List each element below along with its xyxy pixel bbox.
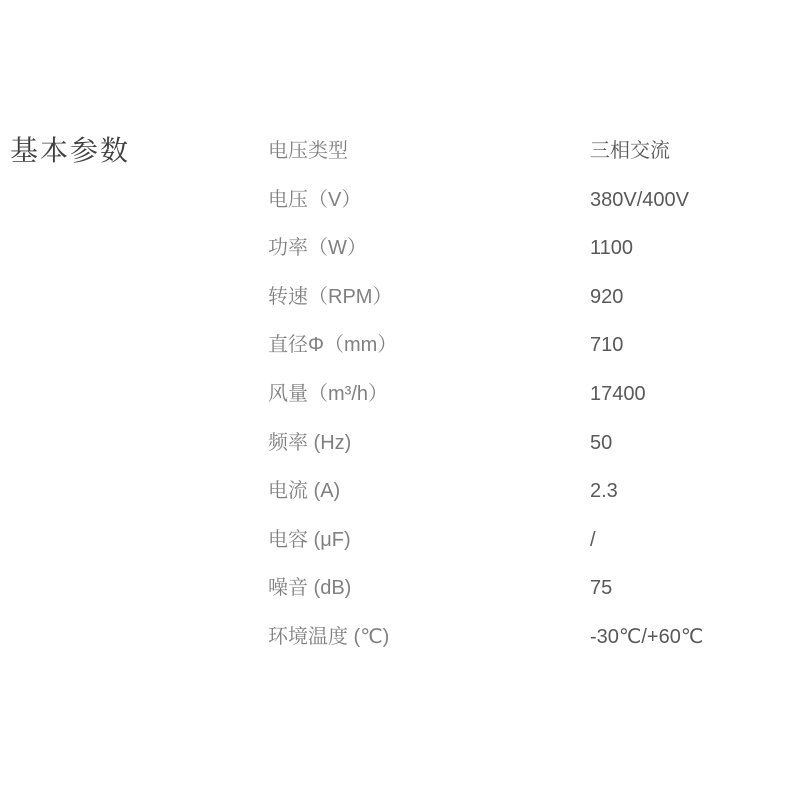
spec-row — [268, 236, 738, 285]
spec-value: 1100 — [590, 237, 634, 260]
spec-value: 三相交流 — [590, 140, 670, 162]
spec-row — [268, 285, 738, 334]
spec-row — [268, 333, 738, 382]
spec-value: 920 — [590, 285, 624, 308]
spec-row — [268, 479, 738, 528]
spec-row — [268, 528, 738, 577]
spec-row — [268, 431, 738, 480]
spec-label: 环境温度 (℃) — [268, 625, 390, 648]
spec-label: 功率（W） — [268, 237, 367, 260]
spec-row — [268, 576, 738, 625]
spec-label: 转速（RPM） — [268, 285, 393, 308]
spec-row — [268, 625, 738, 674]
spec-row — [268, 382, 738, 431]
spec-row — [268, 139, 738, 188]
spec-value: 2.3 — [590, 480, 618, 503]
section-title-basic-parameters: 基本参数 — [10, 135, 131, 166]
spec-label: 频率 (Hz) — [268, 431, 352, 454]
spec-label: 直径Φ（mm） — [268, 334, 398, 357]
spec-table — [268, 139, 738, 674]
spec-label: 电流 (A) — [268, 480, 341, 503]
spec-value: -30℃/+60℃ — [590, 625, 704, 648]
spec-label: 电压（V） — [268, 188, 362, 211]
spec-label: 电容 (μF) — [268, 528, 351, 551]
spec-value: 50 — [590, 431, 613, 454]
spec-value: 17400 — [590, 382, 646, 405]
spec-label: 风量（m³/h） — [268, 382, 388, 405]
spec-label: 噪音 (dB) — [268, 577, 352, 600]
spec-label: 电压类型 — [268, 140, 348, 162]
spec-value: / — [590, 528, 596, 551]
spec-value: 710 — [590, 334, 624, 357]
spec-value: 380V/400V — [590, 188, 689, 211]
spec-value: 75 — [590, 577, 613, 600]
spec-row — [268, 188, 738, 237]
